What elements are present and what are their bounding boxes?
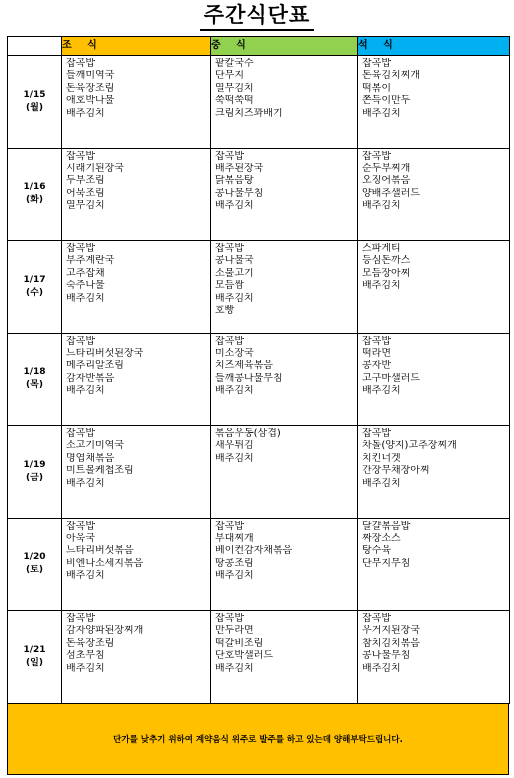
menu-item: 미트볼케첩조림: [66, 465, 134, 477]
date-cell: [8, 611, 62, 704]
menu-item: 들깨미역국: [66, 70, 115, 82]
menu-item: 떡볶이: [362, 82, 391, 94]
menu-item: 잡곡밥: [362, 428, 391, 439]
menu-item: 단호박샐러드: [215, 650, 273, 662]
menu-item: 호빵: [215, 305, 235, 317]
menu-item: 배추김치: [362, 200, 401, 212]
menu-item: 배추김치: [215, 570, 254, 582]
menu-item: 두부조림: [66, 175, 105, 187]
menu-item: 느타리버섯된장국: [66, 347, 144, 359]
menu-item: 아욱국: [66, 532, 95, 544]
menu-item: 어묵조림: [66, 187, 105, 199]
menu-item: 짜장소스: [362, 532, 401, 544]
menu-item: 잡곡밥: [362, 150, 391, 162]
menu-item: 쑥떡쑥떡: [215, 95, 254, 107]
menu-item: 돈육장조림: [66, 82, 115, 94]
weekly-menu-table: [7, 36, 510, 704]
breakfast-cell: [62, 611, 211, 704]
menu-item: 배추김치: [66, 477, 105, 489]
date-text: 1/16: [23, 182, 46, 193]
dinner-cell: [358, 426, 510, 519]
menu-item: 베이컨감자채볶음: [215, 545, 293, 557]
menu-item: 돈육장조림: [66, 637, 115, 649]
menu-item: 명엽채볶음: [66, 452, 115, 464]
menu-item: 배추김치: [362, 107, 401, 119]
menu-item: 잡곡밥: [66, 58, 95, 69]
title-text: 주간식단표: [200, 2, 314, 31]
menu-item: 볶음우동(삼겹): [215, 428, 281, 439]
menu-item: 잡곡밥: [215, 613, 244, 624]
date-text: 1/18: [23, 367, 46, 378]
menu-item: 콩나물무침: [215, 187, 264, 199]
date-text: 1/19: [23, 459, 46, 470]
weekday-text: (월): [26, 102, 43, 113]
menu-item: 고추잡채: [66, 267, 105, 279]
menu-item: 열무김치: [215, 82, 254, 94]
day-row: [8, 241, 510, 334]
menu-item: 모듬쌈: [215, 280, 244, 292]
menu-item: 섬초무침: [66, 650, 105, 662]
menu-item: 잡곡밥: [66, 613, 95, 624]
day-row: [8, 148, 510, 241]
date-cell: [8, 426, 62, 519]
weekday-text: (수): [26, 287, 43, 298]
header-lunch: 중 식: [211, 37, 358, 56]
date-cell: [8, 56, 62, 149]
menu-item: 배추김치: [66, 662, 105, 674]
day-row: [8, 426, 510, 519]
menu-item: 배추김치: [362, 477, 401, 489]
menu-item: 배추김치: [362, 662, 401, 674]
lunch-cell: [211, 333, 358, 426]
date-cell: [8, 518, 62, 611]
weekday-text: (일): [26, 658, 43, 668]
menu-item: 만두라면: [215, 625, 254, 637]
menu-item: 참치김치볶음: [362, 637, 420, 649]
menu-item: 치킨너겟: [362, 452, 401, 464]
day-row: [8, 518, 510, 611]
menu-item: 애호박나물: [66, 95, 115, 107]
menu-item: 열무김치: [66, 200, 105, 212]
menu-item: 단무지무침: [362, 557, 411, 569]
day-row: [8, 611, 510, 704]
header-date-blank: [8, 37, 62, 56]
menu-item: 배추김치: [66, 107, 105, 119]
menu-item: 잡곡밥: [215, 243, 244, 254]
breakfast-cell: [62, 518, 211, 611]
menu-item: 배추김치: [215, 452, 254, 464]
menu-item: 배추김치: [215, 292, 254, 304]
menu-item: 잡곡밥: [66, 520, 95, 532]
breakfast-cell: [62, 241, 211, 334]
day-row: [8, 333, 510, 426]
day-row: [8, 56, 510, 149]
menu-item: 양배추샐러드: [362, 187, 420, 199]
footer-notice-text: 단가를 낮추기 위하여 계약음식 위주로 발주를 하고 있는데 양해부탁드립니다.: [113, 735, 403, 745]
menu-item: 잡곡밥: [66, 150, 95, 162]
dinner-cell: [358, 611, 510, 704]
menu-item: 잡곡밥: [66, 428, 95, 439]
menu-item: 배추김치: [215, 385, 254, 397]
menu-item: 떡라면: [362, 347, 391, 359]
menu-item: 배추김치: [66, 385, 105, 397]
date-text: 1/21: [23, 645, 46, 655]
header-row: [8, 37, 510, 56]
menu-item: 치즈제육볶음: [215, 360, 273, 372]
date-text: 1/20: [23, 552, 46, 563]
header-breakfast: 조 식: [62, 37, 211, 56]
menu-item: 잡곡밥: [362, 335, 391, 347]
menu-item: 콩나물국: [215, 255, 254, 267]
weekday-text: (토): [26, 565, 43, 576]
lunch-cell: [211, 611, 358, 704]
menu-item: 배추김치: [362, 385, 401, 397]
dinner-cell: [358, 148, 510, 241]
menu-item: 땅콩조림: [215, 557, 254, 569]
menu-item: 달걀볶음밥: [362, 520, 411, 532]
menu-item: 부추계란국: [66, 255, 115, 267]
weekday-text: (금): [26, 472, 43, 483]
dinner-cell: [358, 56, 510, 149]
menu-item: 배추김치: [215, 200, 254, 212]
menu-item: 스파게티: [362, 243, 401, 254]
dinner-cell: [358, 241, 510, 334]
lunch-cell: [211, 148, 358, 241]
menu-item: 크림치즈꽈배기: [215, 107, 283, 119]
menu-item: 떡갈비조림: [215, 637, 264, 649]
menu-item: 닭볶음탕: [215, 175, 254, 187]
header-dinner: 석 식: [358, 37, 510, 56]
menu-item: 탕수육: [362, 545, 391, 557]
menu-item: 잡곡밥: [215, 520, 244, 532]
breakfast-cell: [62, 56, 211, 149]
menu-item: 배추김치: [215, 662, 254, 674]
menu-item: 차돌(양지)고추장찌개: [362, 440, 457, 452]
lunch-cell: [211, 518, 358, 611]
menu-item: 감자양파된장찌개: [66, 625, 144, 637]
date-cell: [8, 241, 62, 334]
menu-item: 소고기미역국: [66, 440, 124, 452]
date-cell: [8, 148, 62, 241]
menu-item: 메추리알조림: [66, 360, 124, 372]
menu-body: [8, 56, 510, 704]
dinner-cell: [358, 518, 510, 611]
page-title: [0, 2, 514, 32]
menu-item: 잡곡밥: [66, 243, 95, 254]
breakfast-cell: [62, 333, 211, 426]
weekday-text: (목): [26, 380, 43, 391]
menu-item: 고구마샐러드: [362, 372, 420, 384]
menu-item: 모듬장아찌: [362, 267, 411, 279]
menu-item: 느타리버섯볶음: [66, 545, 134, 557]
menu-item: 소불고기: [215, 267, 254, 279]
menu-item: 배추된장국: [215, 162, 264, 174]
lunch-cell: [211, 241, 358, 334]
menu-item: 잡곡밥: [215, 150, 244, 162]
menu-item: 돈육김치찌개: [362, 70, 420, 82]
dinner-cell: [358, 333, 510, 426]
date-cell: [8, 333, 62, 426]
menu-item: 새우튀김: [215, 440, 254, 452]
menu-item: 콩자반: [362, 360, 391, 372]
menu-item: 콩나물무침: [362, 650, 411, 662]
menu-item: 배추김치: [66, 292, 105, 304]
menu-item: 우거지된장국: [362, 625, 420, 637]
footer-notice-box: [7, 703, 509, 775]
menu-item: 쫀득이만두: [362, 95, 411, 107]
menu-item: 잡곡밥: [215, 335, 244, 347]
date-text: 1/17: [23, 274, 46, 285]
menu-item: 배추김치: [66, 570, 105, 582]
menu-item: 팥칼국수: [215, 58, 254, 69]
lunch-cell: [211, 56, 358, 149]
menu-item: 잡곡밥: [66, 335, 95, 347]
date-text: 1/15: [23, 89, 46, 100]
menu-item: 순두부찌개: [362, 162, 411, 174]
menu-item: 등심돈까스: [362, 255, 411, 267]
menu-item: 숙주나물: [66, 280, 105, 292]
lunch-cell: [211, 426, 358, 519]
breakfast-cell: [62, 426, 211, 519]
breakfast-cell: [62, 148, 211, 241]
menu-item: 배추김치: [362, 280, 401, 292]
menu-item: 미소장국: [215, 347, 254, 359]
menu-item: 단무지: [215, 70, 244, 82]
menu-item: 간장무채장아찌: [362, 465, 430, 477]
menu-item: 들깨콩나물무침: [215, 372, 283, 384]
weekday-text: (화): [26, 195, 43, 206]
menu-item: 부대찌개: [215, 532, 254, 544]
menu-item: 비엔나소세지볶음: [66, 557, 144, 569]
menu-item: 시래기된장국: [66, 162, 124, 174]
menu-item: 감자반볶음: [66, 372, 115, 384]
menu-item: 잡곡밥: [362, 613, 391, 624]
menu-item: 오징어볶음: [362, 175, 411, 187]
menu-item: 잡곡밥: [362, 58, 391, 69]
